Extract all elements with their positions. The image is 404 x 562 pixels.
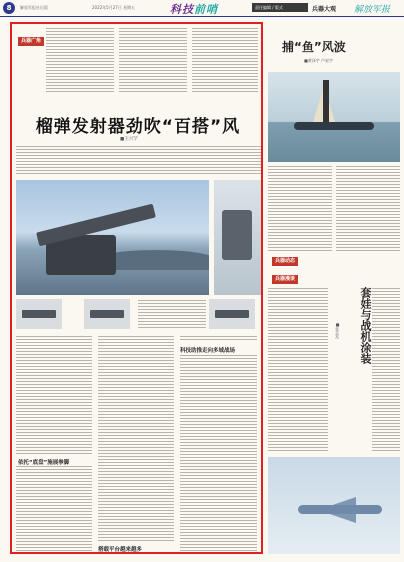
intro-text-block (46, 28, 114, 94)
section-logo-main: 科技 (170, 3, 194, 16)
photo-object (22, 310, 56, 318)
fighter-jet-photo (268, 457, 400, 554)
unmanned-sailboat-photo (268, 72, 400, 162)
intro-text-block (119, 28, 187, 94)
headline: 榴弹发射器劲吹“百搭”风 (35, 117, 241, 137)
header-divider (0, 16, 404, 17)
right-column (268, 22, 400, 554)
page-number: 8 (3, 2, 15, 14)
column-tag: 兵器漫谈 (272, 275, 298, 284)
photo-hull (294, 122, 374, 130)
editor-bar: 责任编辑 / 版式 (252, 3, 308, 12)
right-article-title: 捕“鱼”风波 (282, 40, 346, 54)
photo-object (215, 310, 249, 318)
feature-title: 套娃与战机涂装 (359, 287, 372, 364)
body-text-column (180, 336, 257, 342)
right-text-block (336, 166, 400, 252)
photo-fuselage (298, 505, 382, 514)
grenade-launcher-photo (16, 180, 209, 295)
byline: ■王兴罕 (120, 137, 138, 142)
right-text-block (372, 288, 400, 453)
right-text-block (268, 288, 328, 453)
subhead: 搭载平台越来越多 (98, 547, 143, 553)
subhead: 依托“底盘”施展拳脚 (18, 460, 70, 466)
launcher-photo-small (84, 299, 130, 329)
masthead-logo: 解放军报 (354, 5, 391, 15)
photo-object (90, 310, 124, 318)
subhead: 科技助推走向多域战场 (180, 348, 236, 354)
photo-caption (138, 300, 206, 330)
intro-text-block (192, 28, 258, 94)
main-article[interactable] (10, 22, 263, 554)
lead-text-block (16, 146, 261, 174)
photo-gun (222, 210, 252, 260)
column-tag: 兵器广角 (18, 37, 44, 46)
body-text-column (16, 466, 92, 552)
sub-section-title: 兵器大观 (312, 6, 337, 13)
date-line: 2022年5月27日 星期五 (92, 5, 136, 10)
right-article-byline: ■黄泽宇 卢星宇 (304, 58, 334, 63)
feature-byline: ■张志杰 (335, 322, 340, 339)
right-text-block (268, 166, 332, 252)
paper-name: 解放军报社出版 (20, 5, 48, 10)
body-text-column (98, 336, 174, 541)
photo-mast (323, 80, 329, 124)
launcher-side-photo (214, 180, 261, 295)
page-header (0, 0, 404, 16)
column-tag: 兵器动态 (272, 257, 298, 266)
launcher-photo-small (209, 299, 255, 329)
section-logo (170, 1, 248, 15)
section-logo-accent: 前哨 (194, 3, 218, 16)
body-text-column (180, 355, 257, 552)
launcher-photo-small (16, 299, 62, 329)
body-text-column (16, 336, 92, 454)
